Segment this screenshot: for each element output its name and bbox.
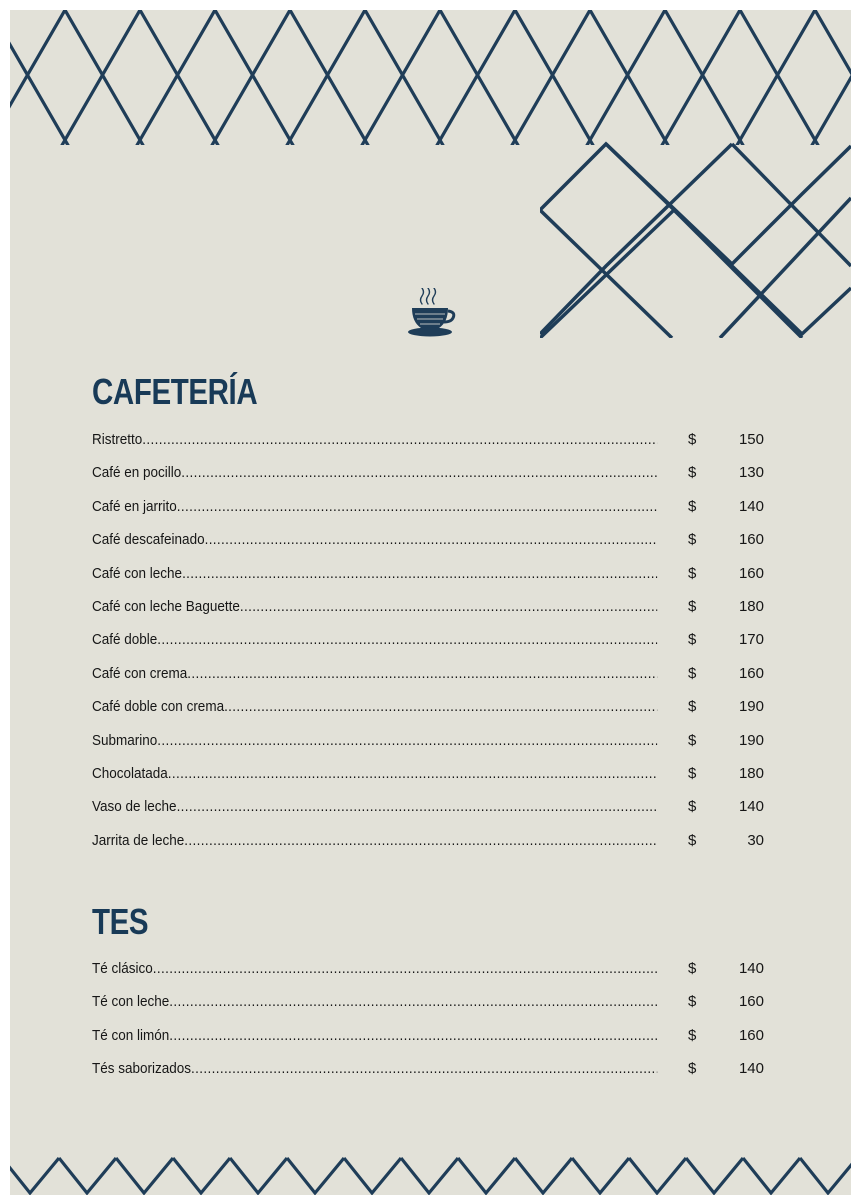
item-price: 140 xyxy=(738,1060,764,1078)
section-title-cafeteria: CAFETERÍA xyxy=(92,371,258,412)
menu-item xyxy=(92,828,792,861)
item-name: Submarino ..... xyxy=(92,732,657,749)
currency-symbol: $ xyxy=(688,798,697,816)
item-name: Té con leche ..... xyxy=(92,993,657,1010)
menu-page xyxy=(10,10,851,1195)
item-price: 180 xyxy=(738,764,764,782)
top-lattice-pattern xyxy=(10,10,851,145)
item-price: 30 xyxy=(747,831,764,849)
currency-symbol: $ xyxy=(688,497,697,515)
currency-symbol: $ xyxy=(688,664,697,682)
item-price: 140 xyxy=(738,960,764,977)
currency-symbol: $ xyxy=(688,631,697,649)
item-name: Café descafeinado ..... xyxy=(92,531,657,548)
currency-symbol: $ xyxy=(688,531,697,549)
menu-item xyxy=(92,728,792,761)
item-name: Chocolatada ..... xyxy=(92,765,657,782)
item-name: Café con leche ..... xyxy=(92,565,657,582)
currency-symbol: $ xyxy=(688,831,697,849)
item-name: Café en pocillo ..... xyxy=(92,464,657,481)
currency-symbol: $ xyxy=(688,431,697,448)
currency-symbol: $ xyxy=(688,960,697,977)
item-price: 190 xyxy=(738,731,764,749)
item-price: 170 xyxy=(738,631,764,649)
menu-item xyxy=(92,661,792,694)
item-price: 160 xyxy=(738,993,764,1011)
item-name: Ristretto ..... xyxy=(92,431,657,448)
item-price: 190 xyxy=(738,698,764,716)
menu-item xyxy=(92,1023,792,1056)
menu-item xyxy=(92,694,792,727)
currency-symbol: $ xyxy=(688,1060,697,1078)
currency-symbol: $ xyxy=(688,464,697,482)
item-name: Café en jarrito ..... xyxy=(92,498,657,515)
menu-item xyxy=(92,1056,792,1089)
item-price: 160 xyxy=(738,664,764,682)
menu-item xyxy=(92,761,792,794)
menu-item xyxy=(92,594,792,627)
item-name: Café con crema ..... xyxy=(92,665,657,682)
item-price: 140 xyxy=(738,798,764,816)
currency-symbol: $ xyxy=(688,993,697,1011)
diamond-lattice-pattern xyxy=(540,138,851,338)
tes-item-list xyxy=(92,956,792,1090)
item-price: 130 xyxy=(738,464,764,482)
item-name: Café doble ..... xyxy=(92,631,657,648)
item-name: Café doble con crema ..... xyxy=(92,698,657,715)
menu-item xyxy=(92,561,792,594)
item-price: 160 xyxy=(738,531,764,549)
currency-symbol: $ xyxy=(688,597,697,615)
item-price: 150 xyxy=(738,431,764,448)
menu-item xyxy=(92,494,792,527)
coffee-cup-icon xyxy=(402,288,458,346)
menu-item xyxy=(92,460,792,493)
menu-item xyxy=(92,527,792,560)
item-price: 160 xyxy=(738,1026,764,1044)
menu-item xyxy=(92,956,792,989)
cafeteria-item-list xyxy=(92,427,792,861)
menu-item xyxy=(92,989,792,1022)
item-name: Té clásico ..... xyxy=(92,960,657,977)
bottom-zigzag-pattern xyxy=(10,1156,851,1195)
currency-symbol: $ xyxy=(688,564,697,582)
currency-symbol: $ xyxy=(688,731,697,749)
menu-item xyxy=(92,794,792,827)
section-title-tes: TES xyxy=(92,901,149,942)
item-name: Café con leche Baguette ..... xyxy=(92,598,657,615)
item-name: Tés saborizados ..... xyxy=(92,1060,657,1077)
currency-symbol: $ xyxy=(688,1026,697,1044)
item-price: 160 xyxy=(738,564,764,582)
item-name: Té con limón ..... xyxy=(92,1027,657,1044)
currency-symbol: $ xyxy=(688,698,697,716)
item-price: 140 xyxy=(738,497,764,515)
currency-symbol: $ xyxy=(688,764,697,782)
menu-item xyxy=(92,427,792,460)
item-name: Vaso de leche ..... xyxy=(92,798,657,815)
item-name: Jarrita de leche ..... xyxy=(92,832,657,849)
item-price: 180 xyxy=(738,597,764,615)
menu-item xyxy=(92,627,792,660)
